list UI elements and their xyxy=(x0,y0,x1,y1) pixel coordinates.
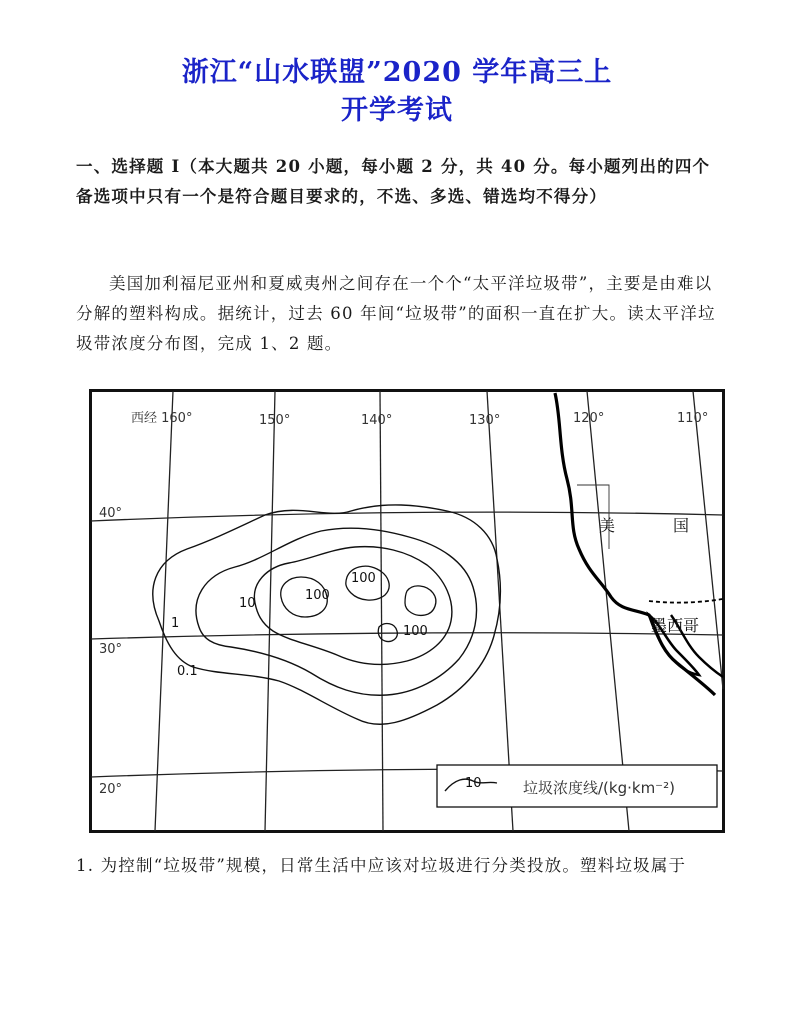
legend-sample-value: 10 xyxy=(465,776,482,791)
page-title-line2: 开学考试 xyxy=(341,95,453,126)
page-title-line1: 浙江“山水联盟”2020 学年高三上 xyxy=(181,57,613,88)
latitude-label-40: 40° xyxy=(99,506,123,521)
longitude-label-110: 110° xyxy=(677,411,709,426)
contour-label-100-c: 100 xyxy=(403,624,428,639)
longitude-label-140: 140° xyxy=(361,413,393,428)
latitude-label-30: 30° xyxy=(99,642,123,657)
contour-label-1: 1 xyxy=(171,616,180,631)
country-label-us-1: 美 xyxy=(599,516,616,535)
contour-label-100-b: 100 xyxy=(351,571,376,586)
contour-label-100-a: 100 xyxy=(305,588,330,603)
intro-paragraph: 美国加利福尼亚州和夏威夷州之间存在一个个“太平洋垃圾带”，主要是由难以分解的塑料构成。据统计，过去 60 年间“垃圾带”的面积一直在扩大。读太平洋垃圾带浓度分布图，完成 1、2 题。 xyxy=(76,274,716,353)
question-1: 1. 为控制“垃圾带”规模，日常生活中应该对垃圾进行分类投放。塑料垃圾属于 xyxy=(76,856,687,875)
longitude-label-130: 130° xyxy=(469,413,501,428)
latitude-label-20: 20° xyxy=(99,782,123,797)
contour-label-0-1: 0.1 xyxy=(177,664,198,679)
contour-label-10: 10 xyxy=(239,596,256,611)
pacific-garbage-patch-map xyxy=(89,389,725,833)
longitude-label-150: 150° xyxy=(259,413,291,428)
section-heading: 一、选择题 I（本大题共 20 小题，每小题 2 分，共 40 分。每小题列出的四个备选项中只有一个是符合题目要求的，不选、多选、错选均不得分） xyxy=(76,157,711,206)
legend-label: 垃圾浓度线/(kg·km⁻²) xyxy=(523,779,675,797)
country-label-us-2: 国 xyxy=(673,516,690,535)
longitude-label-160: 西经 160° xyxy=(131,411,193,426)
country-label-mexico: 墨西哥 xyxy=(651,616,700,635)
longitude-label-120: 120° xyxy=(573,411,605,426)
